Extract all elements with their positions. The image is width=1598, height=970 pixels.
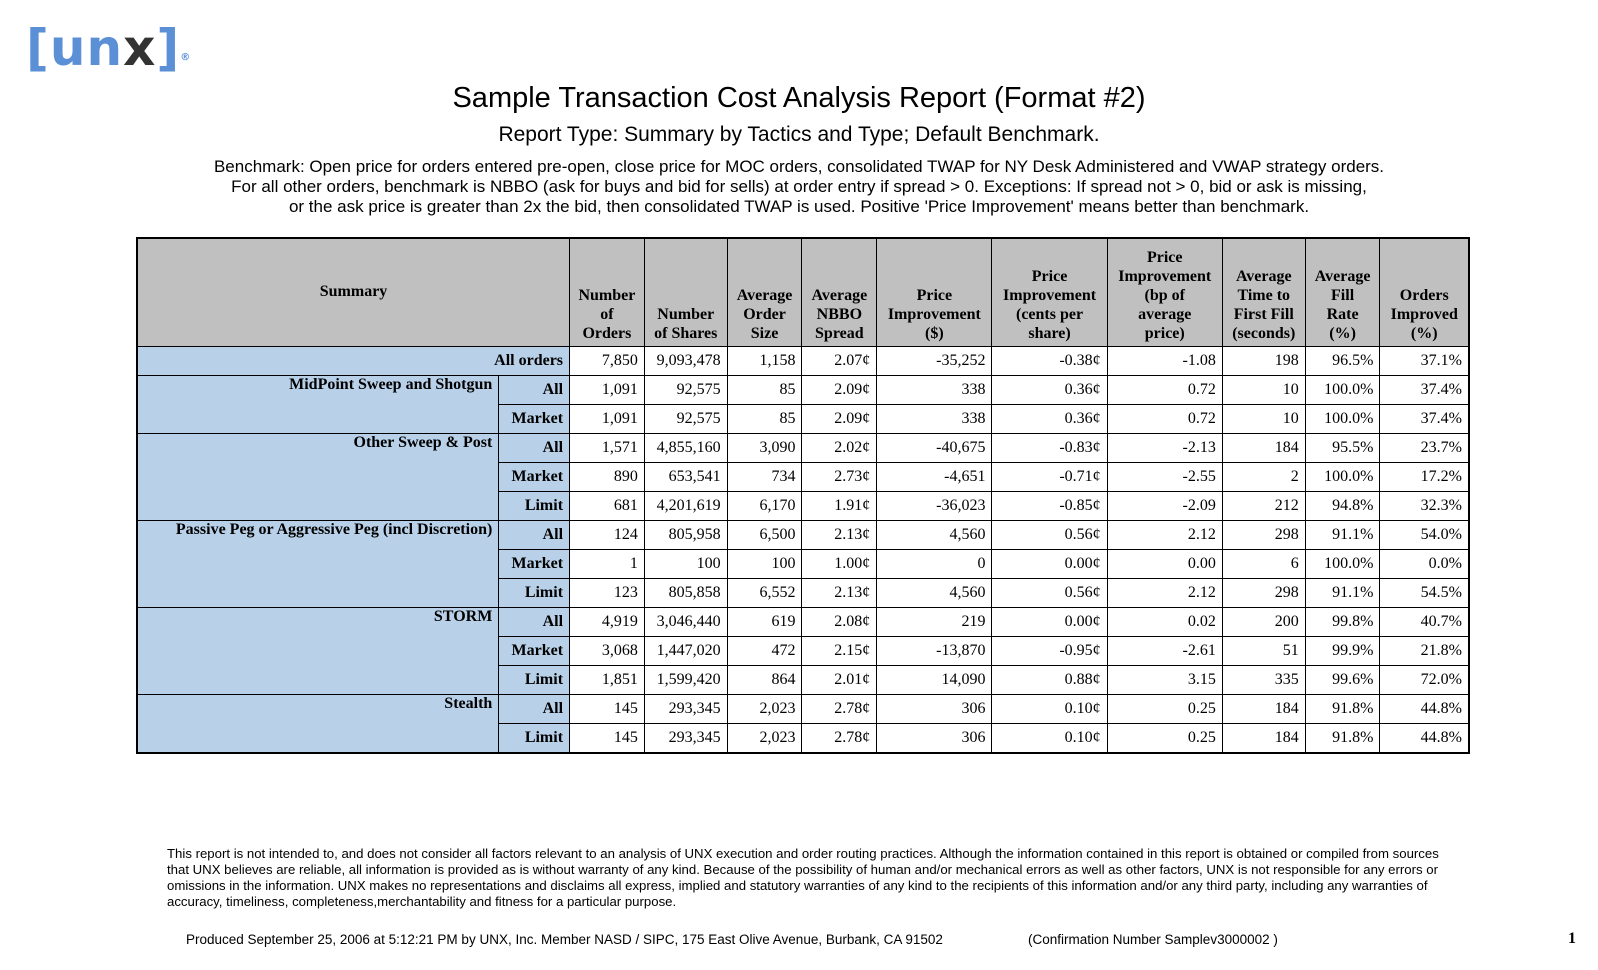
logo-bracket-close: ] bbox=[156, 19, 181, 77]
table-cell: 7,850 bbox=[570, 347, 645, 376]
table-cell: 145 bbox=[570, 724, 645, 754]
header-line: Improved bbox=[1390, 306, 1458, 323]
table-cell: 805,858 bbox=[644, 579, 727, 608]
table-row bbox=[137, 521, 1469, 550]
table-cell: 96.5% bbox=[1305, 347, 1380, 376]
page-number: 1 bbox=[1568, 930, 1576, 947]
report-table bbox=[136, 237, 1470, 754]
table-cell: 2 bbox=[1222, 463, 1305, 492]
table-cell: -36,023 bbox=[877, 492, 992, 521]
table-cell: -2.09 bbox=[1107, 492, 1222, 521]
column-header bbox=[1380, 238, 1469, 347]
table-cell: 2.01¢ bbox=[802, 666, 877, 695]
table-cell: 298 bbox=[1222, 521, 1305, 550]
table-cell: 2.09¢ bbox=[802, 376, 877, 405]
table-cell: 44.8% bbox=[1380, 695, 1469, 724]
table-cell: 293,345 bbox=[644, 724, 727, 754]
table-cell: 92,575 bbox=[644, 405, 727, 434]
report-subtitle: Report Type: Summary by Tactics and Type; Default Benchmark. bbox=[498, 123, 1100, 146]
column-header bbox=[1305, 238, 1380, 347]
header-line: Orders bbox=[1399, 287, 1449, 304]
table-cell: 0.10¢ bbox=[992, 724, 1107, 754]
header-line: Improvement bbox=[1003, 287, 1097, 304]
table-cell: 184 bbox=[1222, 434, 1305, 463]
header-line: NBBO bbox=[816, 306, 863, 323]
order-type-label: All bbox=[499, 434, 570, 463]
table-cell: 2.13¢ bbox=[802, 521, 877, 550]
benchmark-description bbox=[0, 157, 1598, 217]
table-cell: -0.71¢ bbox=[992, 463, 1107, 492]
table-cell: 37.1% bbox=[1380, 347, 1469, 376]
table-cell: 0.25 bbox=[1107, 695, 1222, 724]
table-cell: 2.15¢ bbox=[802, 637, 877, 666]
table-cell: -2.55 bbox=[1107, 463, 1222, 492]
table-cell: 44.8% bbox=[1380, 724, 1469, 754]
table-cell: 0.36¢ bbox=[992, 376, 1107, 405]
table-cell: 37.4% bbox=[1380, 376, 1469, 405]
table-cell: 91.1% bbox=[1305, 521, 1380, 550]
logo-letter-x: x bbox=[123, 19, 157, 77]
table-cell: 3,046,440 bbox=[644, 608, 727, 637]
table-cell: 1,091 bbox=[570, 376, 645, 405]
table-cell: 2.02¢ bbox=[802, 434, 877, 463]
header-line: of Shares bbox=[654, 325, 718, 342]
header-line: Fill bbox=[1331, 287, 1355, 304]
unx-logo bbox=[26, 18, 191, 78]
order-type-label: All bbox=[499, 695, 570, 724]
order-type-label: All bbox=[499, 608, 570, 637]
table-cell: 91.8% bbox=[1305, 695, 1380, 724]
table-cell: 21.8% bbox=[1380, 637, 1469, 666]
table-cell: 2.07¢ bbox=[802, 347, 877, 376]
confirmation-number: (Confirmation Number Samplev3000002 ) bbox=[1028, 932, 1278, 947]
order-type-label: Limit bbox=[499, 724, 570, 754]
table-cell: 1,091 bbox=[570, 405, 645, 434]
table-cell: 306 bbox=[877, 724, 992, 754]
header-line: share) bbox=[1028, 325, 1071, 342]
table-cell: 2.73¢ bbox=[802, 463, 877, 492]
table-cell: 0.00¢ bbox=[992, 550, 1107, 579]
table-cell: 4,560 bbox=[877, 521, 992, 550]
table-cell: 198 bbox=[1222, 347, 1305, 376]
table-cell: -4,651 bbox=[877, 463, 992, 492]
header-line: (%) bbox=[1410, 325, 1438, 342]
table-cell: 1,158 bbox=[727, 347, 802, 376]
table-cell: 0.02 bbox=[1107, 608, 1222, 637]
header-line: (seconds) bbox=[1232, 325, 1296, 342]
table-cell: 734 bbox=[727, 463, 802, 492]
table-cell: 91.1% bbox=[1305, 579, 1380, 608]
table-cell: 0.10¢ bbox=[992, 695, 1107, 724]
table-cell: 335 bbox=[1222, 666, 1305, 695]
table-cell: 54.5% bbox=[1380, 579, 1469, 608]
table-cell: 4,919 bbox=[570, 608, 645, 637]
column-header bbox=[877, 238, 992, 347]
table-cell: 2.08¢ bbox=[802, 608, 877, 637]
table-cell: 23.7% bbox=[1380, 434, 1469, 463]
header-line: Summary bbox=[319, 282, 388, 300]
table-cell: 0.00¢ bbox=[992, 608, 1107, 637]
table-cell: 4,560 bbox=[877, 579, 992, 608]
table-cell: 0.72 bbox=[1107, 376, 1222, 405]
table-cell: 681 bbox=[570, 492, 645, 521]
order-type-label: Market bbox=[499, 405, 570, 434]
order-type-label: Limit bbox=[499, 666, 570, 695]
table-cell: 0.0% bbox=[1380, 550, 1469, 579]
tactic-group-label: MidPoint Sweep and Shotgun bbox=[137, 376, 499, 434]
order-type-label: Limit bbox=[499, 492, 570, 521]
header-line: Price bbox=[916, 287, 953, 304]
table-cell: 6,500 bbox=[727, 521, 802, 550]
table-cell: 9,093,478 bbox=[644, 347, 727, 376]
table-cell: 17.2% bbox=[1380, 463, 1469, 492]
table-cell: 2.78¢ bbox=[802, 695, 877, 724]
benchmark-line: For all other orders, benchmark is NBBO (ask for buys and bid for sells) at order entry if spread > 0. Exceptions: If spread not > 0, bid or ask is missing, bbox=[231, 177, 1367, 196]
header-line: price) bbox=[1144, 325, 1185, 342]
table-cell: 0.88¢ bbox=[992, 666, 1107, 695]
logo-letter-u: u bbox=[49, 19, 87, 77]
table-cell: 100 bbox=[644, 550, 727, 579]
table-cell: -0.83¢ bbox=[992, 434, 1107, 463]
column-header bbox=[802, 238, 877, 347]
column-header bbox=[570, 238, 645, 347]
logo-letter-n: n bbox=[86, 19, 124, 77]
header-line: (cents per bbox=[1015, 306, 1084, 323]
table-cell: 100.0% bbox=[1305, 376, 1380, 405]
table-cell: 306 bbox=[877, 695, 992, 724]
table-cell: 100.0% bbox=[1305, 405, 1380, 434]
table-row bbox=[137, 434, 1469, 463]
table-cell: 2.78¢ bbox=[802, 724, 877, 754]
table-cell: 94.8% bbox=[1305, 492, 1380, 521]
table-cell: 1,599,420 bbox=[644, 666, 727, 695]
table-row-all-orders bbox=[137, 347, 1469, 376]
header-line: Order bbox=[743, 306, 786, 323]
table-cell: 0.36¢ bbox=[992, 405, 1107, 434]
table-cell: 124 bbox=[570, 521, 645, 550]
table-cell: 219 bbox=[877, 608, 992, 637]
table-cell: 1,447,020 bbox=[644, 637, 727, 666]
header-line: Number bbox=[657, 306, 715, 323]
table-cell: 212 bbox=[1222, 492, 1305, 521]
table-cell: -2.13 bbox=[1107, 434, 1222, 463]
header-line: of bbox=[600, 306, 614, 323]
table-cell: 298 bbox=[1222, 579, 1305, 608]
table-cell: 32.3% bbox=[1380, 492, 1469, 521]
table-cell: 0.56¢ bbox=[992, 579, 1107, 608]
table-cell: 6 bbox=[1222, 550, 1305, 579]
table-cell: 2,023 bbox=[727, 724, 802, 754]
table-cell: 0.72 bbox=[1107, 405, 1222, 434]
table-cell: 10 bbox=[1222, 405, 1305, 434]
header-line: Rate bbox=[1326, 306, 1359, 323]
table-cell: 338 bbox=[877, 405, 992, 434]
report-title: Sample Transaction Cost Analysis Report (Format #2) bbox=[452, 82, 1146, 114]
table-cell: 3,090 bbox=[727, 434, 802, 463]
table-cell: 805,958 bbox=[644, 521, 727, 550]
table-cell: 54.0% bbox=[1380, 521, 1469, 550]
tactic-group-label: Other Sweep & Post bbox=[137, 434, 499, 521]
header-line: Average bbox=[1235, 268, 1292, 285]
table-cell: 95.5% bbox=[1305, 434, 1380, 463]
header-line: Improvement bbox=[887, 306, 981, 323]
table-cell: 4,201,619 bbox=[644, 492, 727, 521]
table-cell: 123 bbox=[570, 579, 645, 608]
table-cell: 100.0% bbox=[1305, 550, 1380, 579]
table-cell: 1.00¢ bbox=[802, 550, 877, 579]
table-cell: 0.00 bbox=[1107, 550, 1222, 579]
table-cell: -0.95¢ bbox=[992, 637, 1107, 666]
table-cell: 2.09¢ bbox=[802, 405, 877, 434]
column-header bbox=[1107, 238, 1222, 347]
table-cell: 0.56¢ bbox=[992, 521, 1107, 550]
table-cell: 72.0% bbox=[1380, 666, 1469, 695]
table-cell: 200 bbox=[1222, 608, 1305, 637]
order-type-label: Limit bbox=[499, 579, 570, 608]
table-cell: 92,575 bbox=[644, 376, 727, 405]
table-cell: -1.08 bbox=[1107, 347, 1222, 376]
header-line: average bbox=[1138, 306, 1192, 323]
table-body bbox=[137, 347, 1469, 754]
table-row bbox=[137, 376, 1469, 405]
table-cell: 100 bbox=[727, 550, 802, 579]
header-line: Average bbox=[811, 287, 868, 304]
table-cell: 99.6% bbox=[1305, 666, 1380, 695]
column-header bbox=[1222, 238, 1305, 347]
column-header bbox=[992, 238, 1107, 347]
table-cell: -2.61 bbox=[1107, 637, 1222, 666]
header-line: Orders bbox=[582, 325, 632, 342]
logo-bracket-open: [ bbox=[26, 19, 50, 77]
table-cell: -40,675 bbox=[877, 434, 992, 463]
header-line: (%) bbox=[1329, 325, 1356, 342]
order-type-label: All bbox=[499, 521, 570, 550]
table-cell: 145 bbox=[570, 695, 645, 724]
table-cell: 85 bbox=[727, 376, 802, 405]
table-cell: 85 bbox=[727, 405, 802, 434]
table-cell: 338 bbox=[877, 376, 992, 405]
table-cell: 2.13¢ bbox=[802, 579, 877, 608]
table-cell: 1.91¢ bbox=[802, 492, 877, 521]
table-cell: 40.7% bbox=[1380, 608, 1469, 637]
table-cell: 653,541 bbox=[644, 463, 727, 492]
header-line: ($) bbox=[925, 325, 944, 342]
table-cell: 0.25 bbox=[1107, 724, 1222, 754]
benchmark-line: Benchmark: Open price for orders entered pre-open, close price for MOC orders, consolidated TWAP for NY Desk Administered and VWAP strategy orders. bbox=[213, 157, 1385, 176]
table-cell: 184 bbox=[1222, 695, 1305, 724]
tactic-group-label: Passive Peg or Aggressive Peg (incl Discretion) bbox=[137, 521, 499, 608]
order-type-label: Market bbox=[499, 637, 570, 666]
tactic-group-label: STORM bbox=[137, 608, 499, 695]
tactic-group-label: Stealth bbox=[137, 695, 499, 754]
table-cell: 4,855,160 bbox=[644, 434, 727, 463]
produced-by-footer: Produced September 25, 2006 at 5:12:21 PM by UNX, Inc. Member NASD / SIPC, 175 East Olive Avenue, Burbank, CA 91502 bbox=[186, 932, 943, 947]
table-cell: 37.4% bbox=[1380, 405, 1469, 434]
order-type-label: Market bbox=[499, 550, 570, 579]
table-cell: 1 bbox=[570, 550, 645, 579]
registered-mark: ® bbox=[180, 52, 192, 63]
header-line: Improvement bbox=[1118, 268, 1212, 285]
table-cell: 0 bbox=[877, 550, 992, 579]
table-cell: 6,552 bbox=[727, 579, 802, 608]
table-cell: 3,068 bbox=[570, 637, 645, 666]
table-cell: 10 bbox=[1222, 376, 1305, 405]
table-cell: -0.38¢ bbox=[992, 347, 1107, 376]
table-header-row bbox=[137, 238, 1469, 347]
table-cell: 890 bbox=[570, 463, 645, 492]
header-summary bbox=[137, 238, 570, 347]
table-cell: 51 bbox=[1222, 637, 1305, 666]
header-line: Time to bbox=[1237, 287, 1291, 304]
column-header bbox=[727, 238, 802, 347]
benchmark-line: or the ask price is greater than 2x the bid, then consolidated TWAP is used. Positive 'Price Improvement' means better than benchmark. bbox=[288, 197, 1310, 216]
table-cell: 3.15 bbox=[1107, 666, 1222, 695]
table-cell: 293,345 bbox=[644, 695, 727, 724]
table-row bbox=[137, 608, 1469, 637]
table-cell: 2.12 bbox=[1107, 579, 1222, 608]
disclaimer-text: This report is not intended to, and does not consider all factors relevant to an analysis of UNX execution and order routing practices. Although the information contained in this report is obtained or compiled from sources that UNX believes are reliable, all information is provided as is without warranty of any kind. Because of the possibility of human and/or mechanical errors as well as other factors, UNX is not responsible for any errors or omissions in the information. UNX makes no representations and disclaims all express, implied and statutory warranties of any kind to the recipients of this information and/or any third party, including any warranties of accuracy, timeliness, completeness,merchantability and fitness for a particular purpose. bbox=[167, 846, 1439, 909]
row-label-all-orders: All orders bbox=[137, 347, 570, 376]
table-cell: -35,252 bbox=[877, 347, 992, 376]
table-cell: 14,090 bbox=[877, 666, 992, 695]
header-line: Size bbox=[750, 325, 779, 342]
header-line: Spread bbox=[815, 325, 864, 342]
header-line: Price bbox=[1146, 249, 1183, 266]
table-cell: 91.8% bbox=[1305, 724, 1380, 754]
table-cell: 100.0% bbox=[1305, 463, 1380, 492]
table-cell: 99.8% bbox=[1305, 608, 1380, 637]
column-header bbox=[644, 238, 727, 347]
header-line: Number bbox=[578, 287, 636, 304]
header-line: (bp of bbox=[1144, 287, 1185, 304]
header-line: First Fill bbox=[1233, 306, 1294, 323]
table-cell: -13,870 bbox=[877, 637, 992, 666]
header-line: Average bbox=[736, 287, 793, 304]
table-cell: 864 bbox=[727, 666, 802, 695]
order-type-label: Market bbox=[499, 463, 570, 492]
header-line: Price bbox=[1031, 268, 1068, 285]
order-type-label: All bbox=[499, 376, 570, 405]
table-cell: 619 bbox=[727, 608, 802, 637]
table-cell: 6,170 bbox=[727, 492, 802, 521]
table-cell: -0.85¢ bbox=[992, 492, 1107, 521]
table-cell: 2,023 bbox=[727, 695, 802, 724]
table-cell: 1,571 bbox=[570, 434, 645, 463]
table-cell: 184 bbox=[1222, 724, 1305, 754]
table-cell: 2.12 bbox=[1107, 521, 1222, 550]
header-line: Average bbox=[1314, 268, 1371, 285]
table-row bbox=[137, 695, 1469, 724]
table-cell: 99.9% bbox=[1305, 637, 1380, 666]
table-cell: 472 bbox=[727, 637, 802, 666]
table-cell: 1,851 bbox=[570, 666, 645, 695]
